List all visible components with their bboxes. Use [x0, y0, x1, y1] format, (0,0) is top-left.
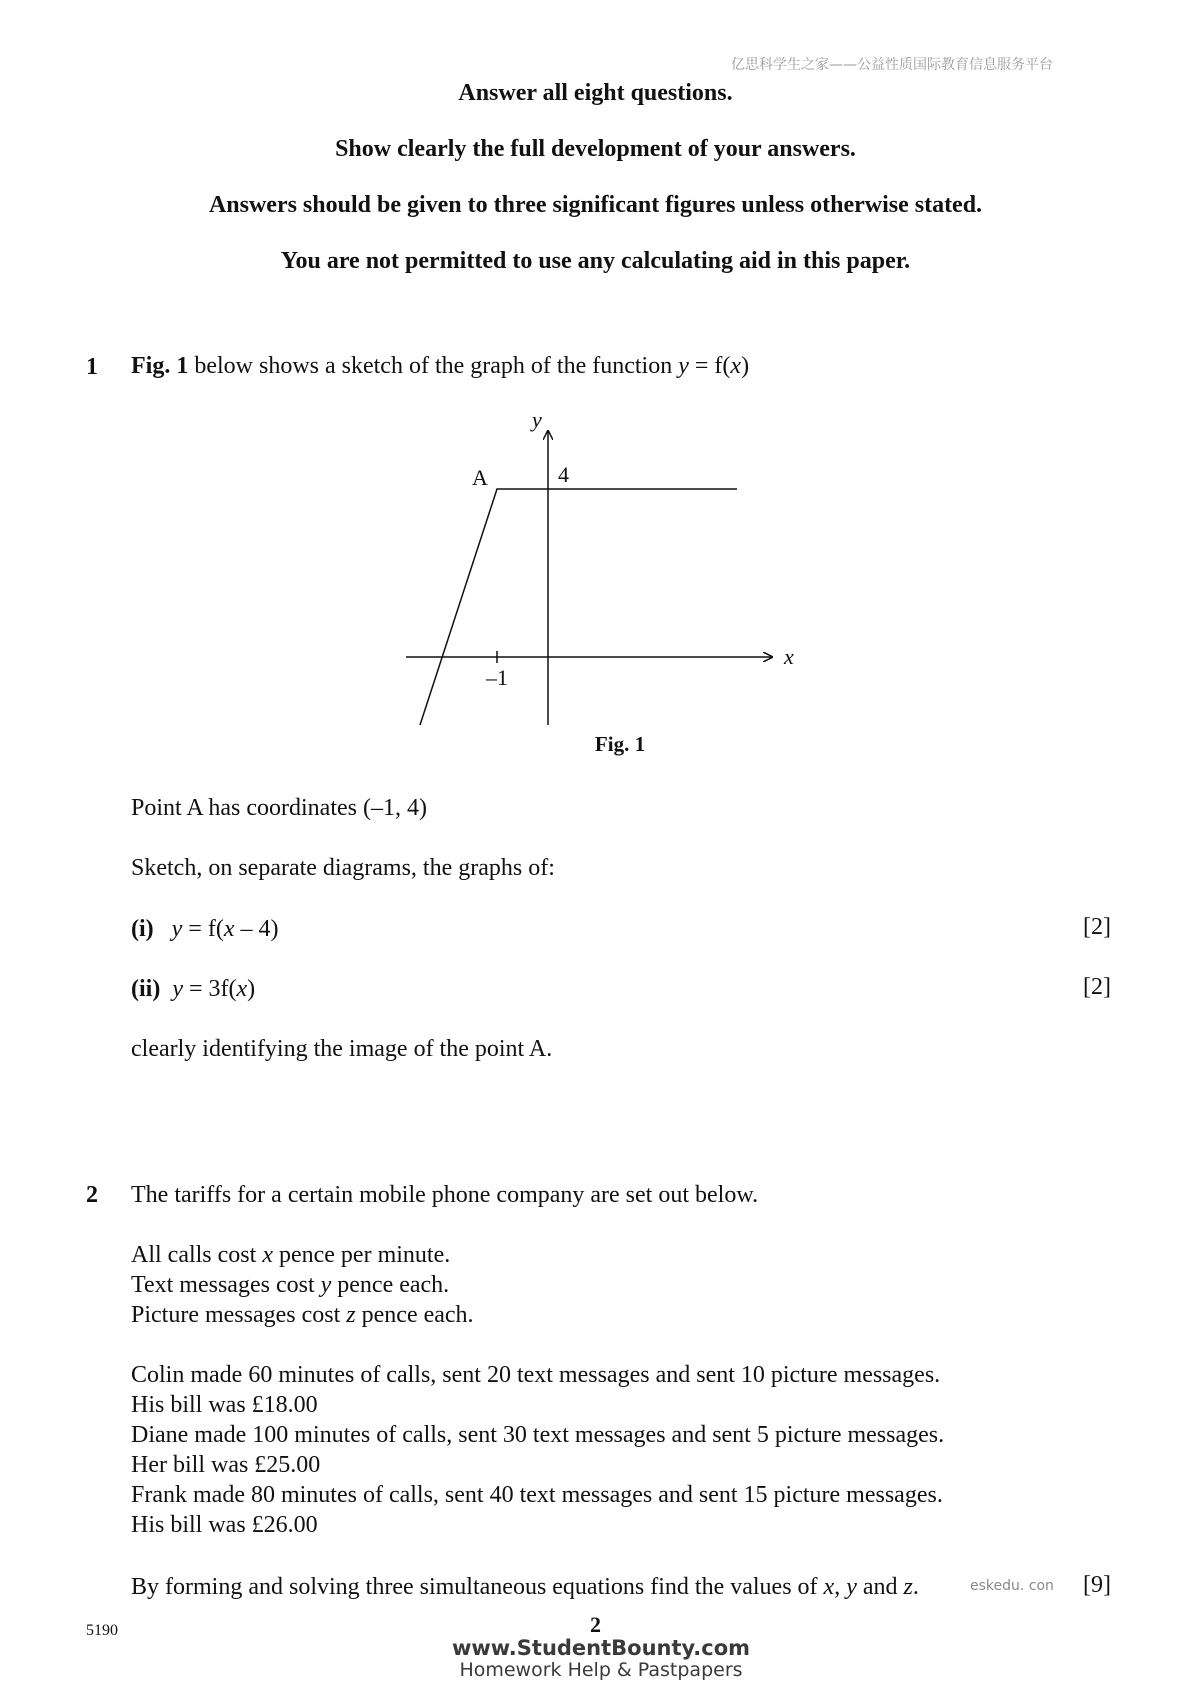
tariff-picture-post: pence each. [355, 1302, 474, 1328]
instruction-show-development: Show clearly the full development of your answers. [335, 136, 856, 162]
y-axis-label: y [532, 407, 542, 432]
task-sep2: and [856, 1574, 904, 1600]
instruction-no-calculator: You are not permitted to use any calculating aid in this paper. [280, 248, 911, 274]
part-i [131, 914, 279, 944]
tariff-text-var: y [320, 1272, 332, 1298]
intro-text: below shows a sketch of the graph of the function [188, 353, 679, 379]
function-curve [420, 489, 737, 725]
instruction-significant-figures: Answers should be given to three significant figures unless otherwise stated. [208, 192, 983, 218]
var-x: x [730, 353, 742, 379]
frank-bill: His bill was £26.00 [131, 1512, 318, 1538]
task-pre: By forming and solving three simultaneous equations find the values of [131, 1574, 824, 1600]
tariff-picture-pre: Picture messages cost [131, 1302, 347, 1328]
question-1-intro [131, 351, 749, 381]
question-2-intro: The tariffs for a certain mobile phone company are set out below. [131, 1182, 759, 1208]
part-ii-var-y: y [172, 976, 183, 1002]
tariff-text [131, 1270, 449, 1300]
tariff-picture-var: z [346, 1302, 356, 1328]
y-tick-label: 4 [558, 462, 569, 487]
part-i-marks: [2] [1083, 914, 1111, 940]
fig-ref: Fig. 1 [131, 353, 189, 379]
part-i-var-x: x [223, 916, 235, 942]
part-ii-var-x: x [236, 976, 248, 1002]
part-ii [131, 974, 255, 1004]
part-i-label: (i) [131, 916, 154, 942]
x-axis-label: x [784, 644, 794, 669]
task-var-z: z [903, 1574, 913, 1600]
instruction-answer-all: Answer all eight questions. [458, 80, 733, 106]
task-sep1: , [834, 1574, 847, 1600]
figure-1-graph [380, 405, 810, 735]
x-tick-label: –1 [486, 665, 508, 690]
part-i-end: – 4) [234, 916, 279, 942]
colin-bill: His bill was £18.00 [131, 1392, 318, 1418]
part-i-var-y: y [171, 916, 183, 942]
watermark-url: www.StudentBounty.com [451, 1636, 751, 1660]
tariff-text-post: pence each. [331, 1272, 450, 1298]
figure-1-caption: Fig. 1 [594, 732, 646, 756]
sketch-instruction: Sketch, on separate diagrams, the graphs of: [131, 855, 555, 881]
question-1-number: 1 [86, 354, 98, 380]
tariff-picture [131, 1300, 474, 1330]
part-ii-marks: [2] [1083, 974, 1111, 1000]
point-a-label: A [472, 465, 488, 490]
part-ii-end: ) [247, 976, 256, 1002]
task-end: . [912, 1574, 919, 1600]
tariff-calls-var: x [262, 1242, 273, 1268]
eskedu-watermark: eskedu. con [970, 1578, 1054, 1594]
question-2-number: 2 [86, 1182, 98, 1208]
task-var-y: y [846, 1574, 857, 1600]
part-ii-mid: = 3f( [182, 976, 237, 1002]
frank-usage: Frank made 80 minutes of calls, sent 40 text messages and sent 15 picture messages. [131, 1482, 943, 1508]
tariff-text-pre: Text messages cost [131, 1272, 321, 1298]
studentbounty-watermark [446, 1637, 756, 1681]
tariff-calls-pre: All calls cost [131, 1242, 263, 1268]
point-a-coordinates: Point A has coordinates (–1, 4) [131, 795, 427, 821]
top-watermark: 亿思科学生之家——公益性质国际教育信息服务平台 [731, 57, 1053, 73]
page-number: 2 [590, 1612, 601, 1637]
diane-usage: Diane made 100 minutes of calls, sent 30 text messages and sent 5 picture messages. [131, 1422, 945, 1448]
tariff-calls-post: pence per minute. [272, 1242, 451, 1268]
diane-bill: Her bill was £25.00 [131, 1452, 321, 1478]
tariff-calls [131, 1240, 450, 1270]
expr-mid: = f( [688, 353, 731, 379]
question-2-marks: [9] [1083, 1572, 1111, 1598]
paper-code: 5190 [86, 1622, 118, 1639]
colin-usage: Colin made 60 minutes of calls, sent 20 text messages and sent 10 picture messages. [131, 1362, 941, 1388]
expr-end: ) [741, 353, 750, 379]
var-y: y [678, 353, 689, 379]
closing-instruction: clearly identifying the image of the point A. [131, 1036, 553, 1062]
question-2-task [131, 1572, 919, 1602]
watermark-tagline: Homework Help & Pastpapers [459, 1659, 743, 1681]
part-ii-label: (ii) [131, 976, 161, 1002]
task-var-x: x [823, 1574, 835, 1600]
part-i-mid: = f( [182, 916, 224, 942]
